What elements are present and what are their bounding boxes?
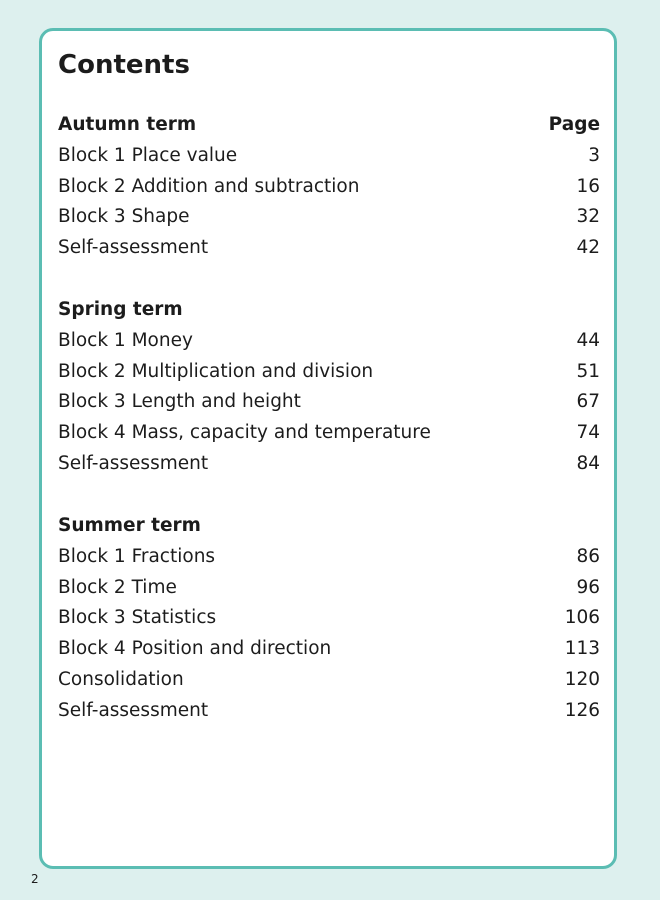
- toc-entry[interactable]: [58, 387, 600, 418]
- toc-entry[interactable]: [58, 172, 600, 203]
- contents-panel: [39, 28, 617, 869]
- toc-entry-label: Block 3 Shape: [58, 206, 190, 228]
- toc-entry-label: Block 3 Length and height: [58, 391, 301, 413]
- toc-entry-label: Block 1 Fractions: [58, 545, 216, 567]
- section-summer-term: [58, 511, 600, 727]
- toc-entry-label: Block 4 Position and direction: [58, 638, 332, 660]
- toc-entry[interactable]: [58, 634, 600, 665]
- toc-entry[interactable]: [58, 418, 600, 449]
- toc-entry[interactable]: [58, 696, 600, 727]
- section-autumn-term: [58, 110, 600, 264]
- toc-entry-label: Block 4 Mass, capacity and temperature: [58, 422, 431, 444]
- toc-entry-label: Self-assessment: [58, 452, 209, 474]
- toc-entry-page: 86: [576, 545, 600, 567]
- toc-entry[interactable]: [58, 573, 600, 604]
- page-number: 2: [31, 872, 39, 886]
- toc-entry-label: Block 2 Addition and subtraction: [58, 175, 360, 197]
- toc-entry[interactable]: [58, 542, 600, 573]
- toc-entry-page: 3: [588, 144, 600, 166]
- toc-entry-page: 74: [576, 422, 600, 444]
- toc-entry-page: 113: [564, 638, 600, 660]
- toc-entry-page: 16: [576, 175, 600, 197]
- toc-entry[interactable]: [58, 141, 600, 172]
- toc-entry-page: 106: [564, 607, 600, 629]
- toc-entry[interactable]: [58, 233, 600, 264]
- section-header: [58, 295, 600, 326]
- toc-entry-label: Block 1 Money: [58, 329, 193, 351]
- toc-entry-page: 84: [576, 452, 600, 474]
- section-header: [58, 511, 600, 542]
- toc-entry-page: 126: [564, 699, 600, 721]
- toc-entry-label: Block 1 Place value: [58, 144, 238, 166]
- toc-entry[interactable]: [58, 603, 600, 634]
- toc-entry[interactable]: [58, 449, 600, 480]
- page-title: Contents: [58, 50, 190, 80]
- toc-entry-page: 42: [576, 237, 600, 259]
- toc-entry[interactable]: [58, 326, 600, 357]
- toc-entry-page: 51: [576, 360, 600, 382]
- section-heading: Summer term: [58, 515, 201, 536]
- toc-entry-page: 44: [576, 329, 600, 351]
- toc-entry-label: Self-assessment: [58, 237, 209, 259]
- page-column-label: Page: [548, 114, 600, 135]
- toc-entry-label: Self-assessment: [58, 699, 209, 721]
- section-header: [58, 110, 600, 141]
- toc-entry-label: Block 3 Statistics: [58, 607, 217, 629]
- toc-entry-label: Consolidation: [58, 668, 184, 690]
- toc-entry-page: 96: [576, 576, 600, 598]
- toc-entry-page: 32: [576, 206, 600, 228]
- section-heading: Autumn term: [58, 114, 197, 135]
- toc-entry-label: Block 2 Multiplication and division: [58, 360, 374, 382]
- toc-entry-page: 67: [576, 391, 600, 413]
- section-heading: Spring term: [58, 299, 183, 320]
- toc-entry[interactable]: [58, 202, 600, 233]
- section-spring-term: [58, 295, 600, 480]
- toc-entry-label: Block 2 Time: [58, 576, 177, 598]
- toc-entry[interactable]: [58, 357, 600, 388]
- toc-entry[interactable]: [58, 665, 600, 696]
- toc-entry-page: 120: [564, 668, 600, 690]
